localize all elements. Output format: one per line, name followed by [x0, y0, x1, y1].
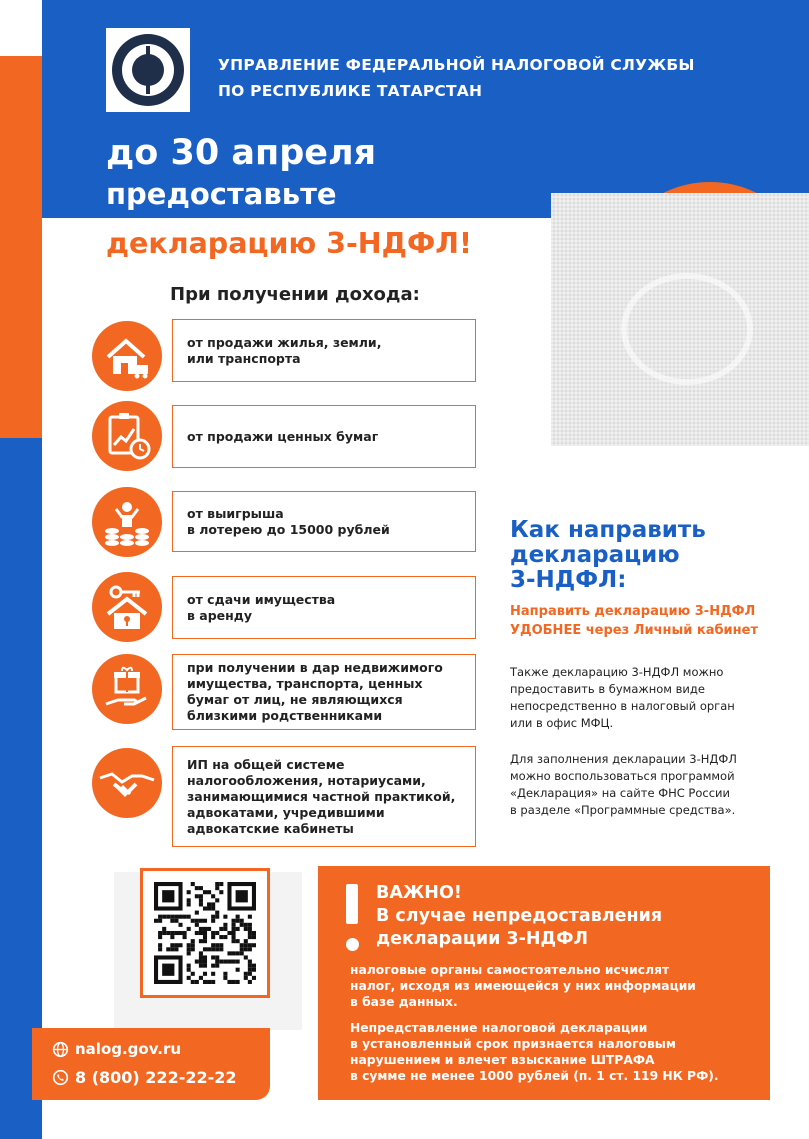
important-title [376, 882, 662, 951]
how-p1-line3: непосредственно в налоговый орган [510, 699, 735, 713]
how-sub-line2: УДОБНЕЕ через Личный кабинет [510, 623, 758, 638]
house-vehicle-icon [92, 321, 162, 391]
important-p2-line1: Непредставление налоговой декларации [350, 1021, 648, 1035]
phone-link[interactable] [52, 1068, 237, 1087]
contacts-block [32, 1028, 270, 1100]
how-paper-paragraph [510, 664, 800, 732]
gift-hand-icon [92, 654, 162, 724]
important-notice [318, 866, 770, 1100]
photo-placeholder [551, 193, 809, 446]
income-item-text: от продажи жилья, земли, или транспорта [187, 334, 382, 366]
left-stripe-orange [0, 56, 42, 438]
how-p1-line1: Также декларацию 3-НДФЛ можно [510, 665, 724, 679]
exclamation-icon [346, 884, 358, 924]
org-name-line1: УПРАВЛЕНИЕ ФЕДЕРАЛЬНОЙ НАЛОГОВОЙ СЛУЖБЫ [218, 56, 695, 74]
exclamation-dot [346, 938, 359, 951]
how-to-send-subtitle [510, 602, 800, 640]
lottery-coins-icon [92, 487, 162, 557]
important-paragraph-2 [350, 1020, 719, 1084]
income-heading: При получении дохода: [170, 284, 420, 305]
important-p1-line3: в базе данных. [350, 995, 458, 1009]
phone-text: 8 (800) 222-22-22 [75, 1068, 237, 1087]
how-to-send-title [510, 518, 770, 593]
important-p2-line4: в сумме не менее 1000 рублей (п. 1 ст. 119 НК РФ). [350, 1069, 719, 1083]
headline-deadline: до 30 апреля [106, 133, 377, 173]
important-paragraph-1 [350, 962, 696, 1010]
important-title-line2: В случае непредоставления [376, 906, 663, 926]
income-item-housing [172, 319, 476, 382]
how-p2-line4: в разделе «Программные средства». [510, 803, 736, 817]
income-item-text: от выигрыша в лотерею до 15000 рублей [187, 505, 390, 537]
income-item-text: от сдачи имущества в аренду [187, 591, 336, 623]
income-item-gift [172, 654, 476, 730]
headline-declaration: декларацию 3-НДФЛ! [106, 227, 472, 260]
qr-code-icon [154, 882, 256, 984]
headline-action: предоставьте [106, 177, 337, 211]
how-p2-line2: можно воспользоваться программой [510, 769, 735, 783]
how-title-line2: декларацию [510, 542, 680, 568]
house-key-icon [92, 572, 162, 642]
fns-emblem-icon [106, 28, 190, 112]
qr-code[interactable] [140, 868, 270, 998]
organization-name [218, 52, 695, 104]
emblem-seal [112, 34, 184, 106]
important-title-line1: ВАЖНО! [376, 883, 462, 903]
how-p2-line1: Для заполнения декларации 3-НДФЛ [510, 752, 737, 766]
org-name-line2: ПО РЕСПУБЛИКЕ ТАТАРСТАН [218, 82, 483, 100]
how-p1-line4: или в офис МФЦ. [510, 716, 614, 730]
important-p1-line1: налоговые органы самостоятельно исчислят [350, 963, 670, 977]
income-item-text: ИП на общей системе налогообложения, нотариусами, занимающимися частной практикой, адвокатами, учредившими адвокатские кабинеты [187, 756, 456, 836]
important-p2-line3: нарушением и влечет взыскание ШТРАФА [350, 1053, 655, 1067]
important-title-line3: декларации 3-НДФЛ [376, 929, 588, 949]
income-item-lottery [172, 491, 476, 552]
important-p2-line2: в установленный срок признается налоговым [350, 1037, 676, 1051]
how-title-line1: Как направить [510, 517, 706, 543]
website-text: nalog.gov.ru [75, 1040, 182, 1058]
how-p2-line3: «Декларация» на сайте ФНС России [510, 786, 730, 800]
how-title-line3: 3-НДФЛ: [510, 567, 627, 593]
how-p1-line2: предоставить в бумажном виде [510, 682, 705, 696]
globe-icon [52, 1041, 69, 1058]
income-item-text: при получении в дар недвижимого имущества, транспорта, ценных бумаг от лиц, не являющихся близкими родственниками [187, 660, 443, 723]
phone-icon [52, 1069, 69, 1086]
securities-chart-icon [92, 401, 162, 471]
income-item-text: от продажи ценных бумаг [187, 428, 379, 444]
website-link[interactable] [52, 1040, 181, 1058]
handshake-icon [92, 748, 162, 818]
how-sub-line1: Направить декларацию 3-НДФЛ [510, 604, 756, 619]
income-item-rent [172, 576, 476, 639]
how-software-paragraph [510, 751, 800, 819]
important-p1-line2: налог, исходя из имеющейся у них информации [350, 979, 696, 993]
income-item-securities [172, 405, 476, 468]
income-item-entrepreneur [172, 746, 476, 847]
